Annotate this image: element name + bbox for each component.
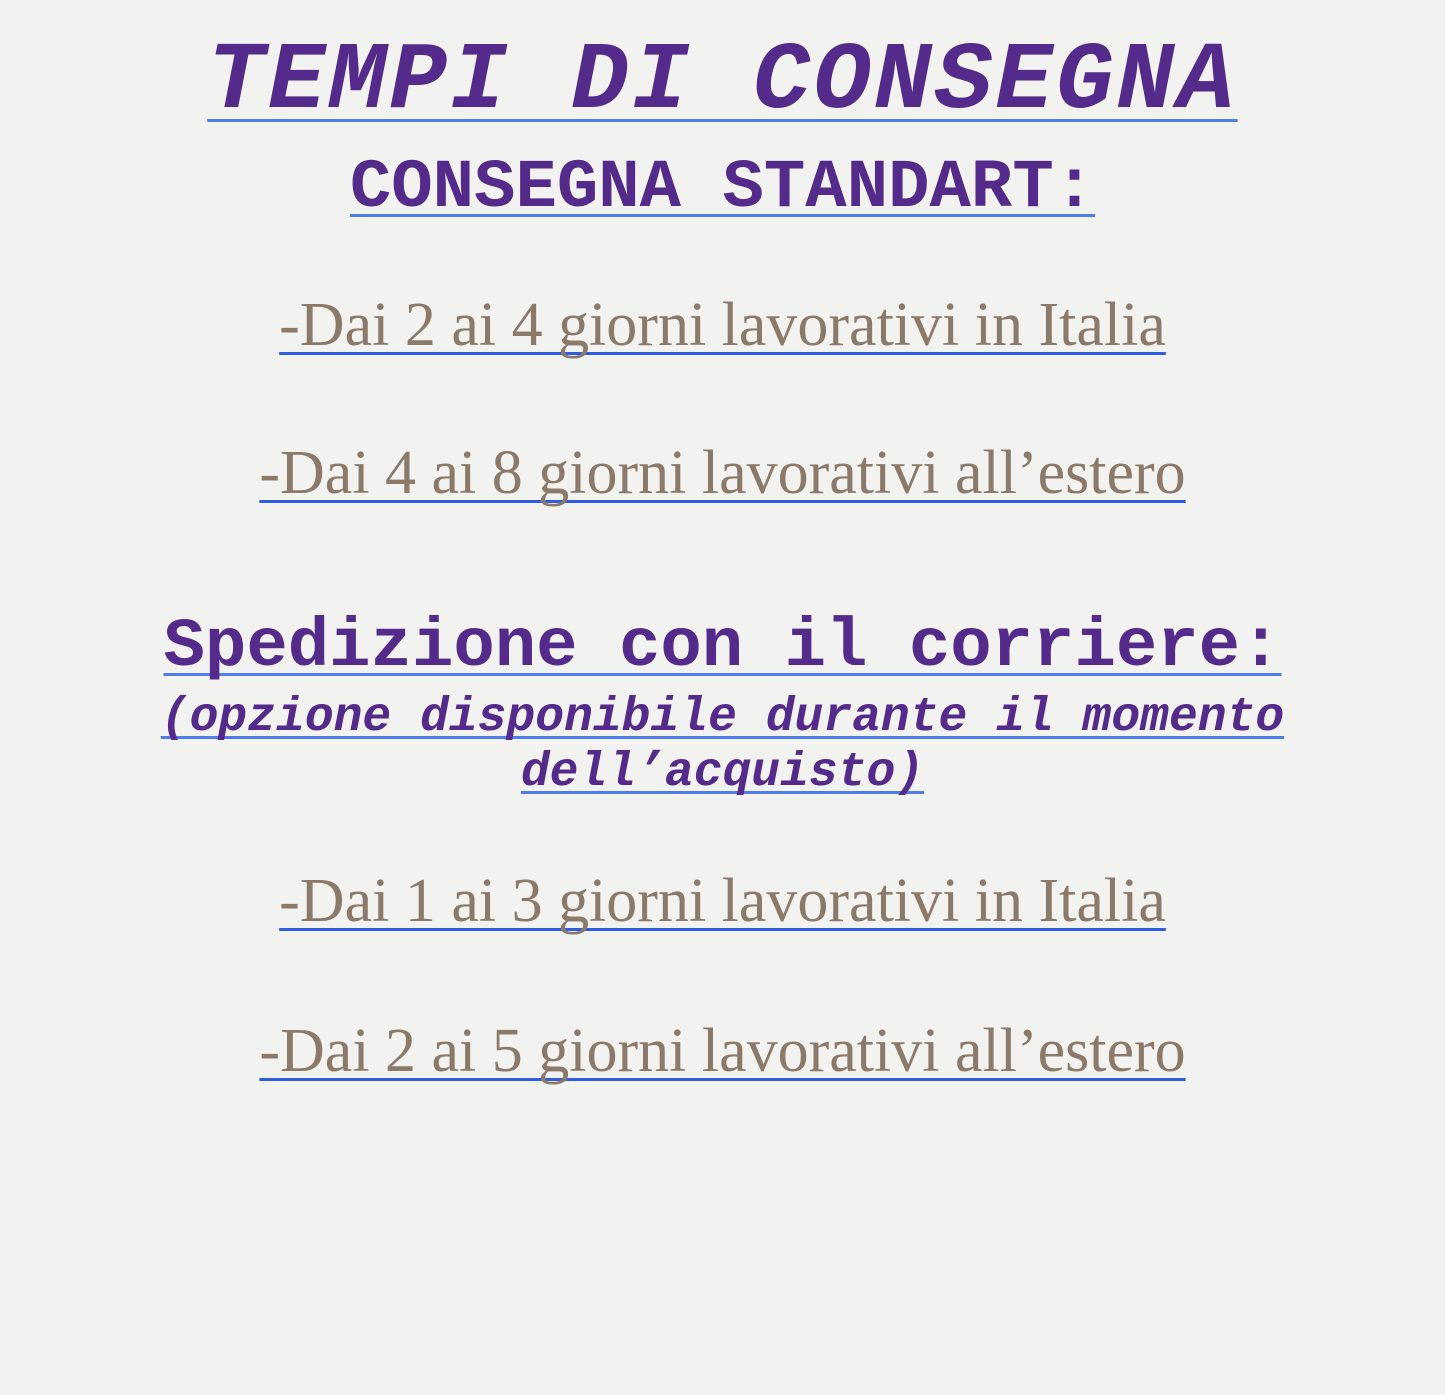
delivery-line-standard-estero: -Dai 4 ai 8 giorni lavorativi all’estero: [259, 439, 1186, 508]
section-spedizione-corriere: [0, 606, 1445, 1089]
delivery-line-standard-italia: -Dai 2 ai 4 giorni lavorativi in Italia: [279, 290, 1166, 359]
delivery-line-courier-italia: -Dai 1 ai 3 giorni lavorativi in Italia: [279, 866, 1166, 935]
courier-option-note-line-1: (opzione disponibile durante il momento: [160, 690, 1285, 745]
courier-option-note: [0, 691, 1445, 801]
courier-option-note-line-2: dell’acquisto): [520, 745, 925, 800]
section-consegna-standart: [0, 147, 1445, 511]
section-heading-spedizione-corriere: Spedizione con il corriere:: [163, 607, 1282, 686]
delivery-line-courier-estero: -Dai 2 ai 5 giorni lavorativi all’estero: [259, 1017, 1186, 1086]
page-title: TEMPI DI CONSEGNA: [207, 27, 1238, 136]
section-heading-consegna-standart: CONSEGNA STANDART:: [349, 149, 1096, 228]
